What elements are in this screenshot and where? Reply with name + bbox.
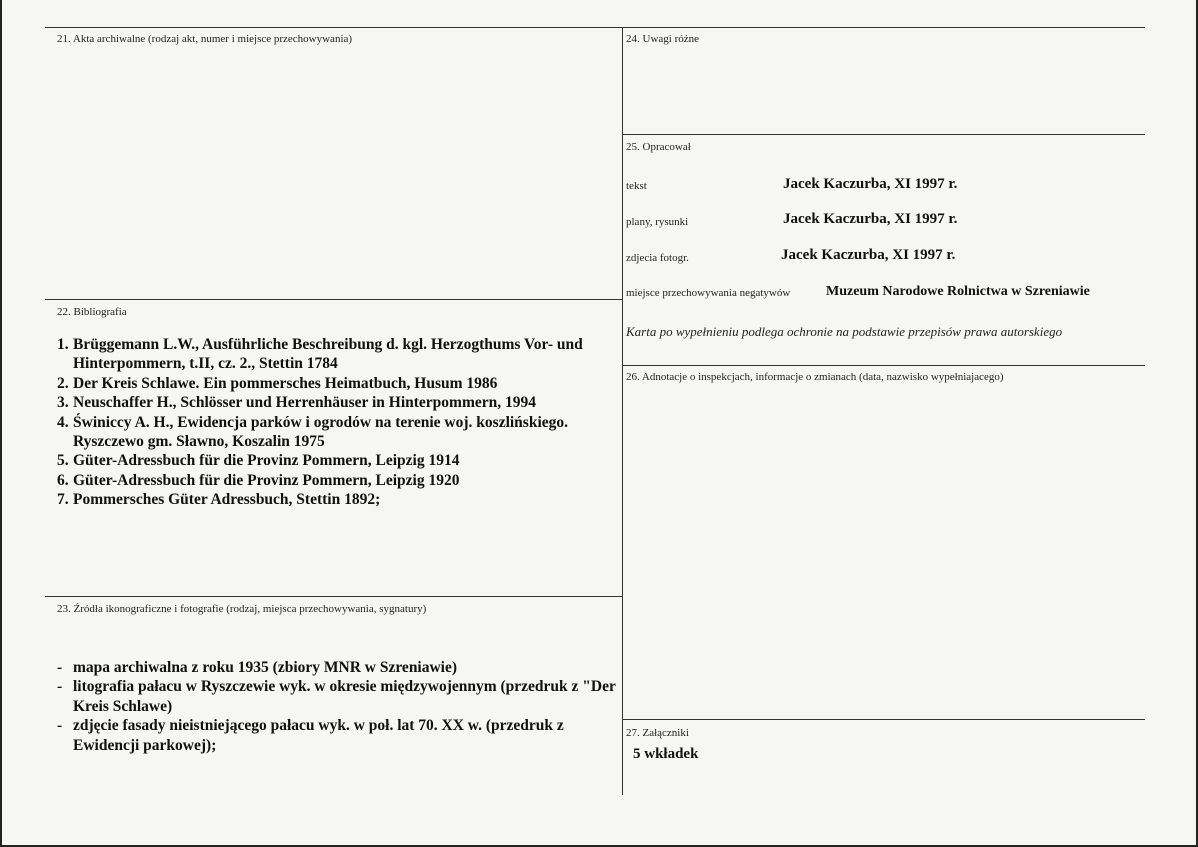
negatives-value: Muzeum Narodowe Rolnictwa w Szreniawie: [826, 284, 1090, 299]
list-item: 1. Brüggemann L.W., Ausführliche Beschreibung d. kgl. Herzogthums Vor- und Hinterpommern, t.II, cz. 2., Stettin 1784: [57, 336, 583, 373]
rule-25-top: [622, 134, 1145, 135]
list-item: 3. Neuschaffer H., Schlösser und Herrenhäuser in Hinterpommern, 1994: [57, 394, 536, 412]
rule-23-top: [45, 596, 623, 597]
section-25-label: 25. Opracował: [626, 141, 691, 153]
row-key-tekst: tekst: [626, 180, 647, 192]
list-item: 2. Der Kreis Schlawe. Ein pommersches Heimatbuch, Husum 1986: [57, 374, 498, 392]
list-item: - mapa archiwalna z roku 1935 (zbiory MNR w Szreniawie): [57, 659, 458, 676]
section-22-label: 22. Bibliografia: [57, 306, 127, 318]
list-item: 7. Pommersches Güter Adressbuch, Stettin 1892;: [57, 491, 381, 509]
section-21-label: 21. Akta archiwalne (rodzaj akt, numer i miejsce przechowywania): [57, 33, 353, 45]
negatives-key: miejsce przechowywania negatywów: [626, 287, 791, 299]
list-item: - zdjęcie fasady nieistniejącego pałacu wyk. w poł. lat 70. XX w. (przedruk z Ewidencji parkowej);: [57, 717, 564, 754]
list-item: - litografia pałacu w Ryszczewie wyk. w okresie międzywojennym (przedruk z "Der Kreis Schlawe): [57, 678, 616, 715]
row-value-tekst: Jacek Kaczurba, XI 1997 r.: [783, 176, 958, 192]
rule-26-top: [622, 365, 1145, 366]
attachments-value: 5 wkładek: [633, 746, 699, 762]
list-item: 4. Świniccy A. H., Ewidencja parków i ogrodów na terenie woj. koszlińskiego. Ryszczewo gm. Sławno, Koszalin 1975: [57, 413, 569, 451]
copyright-note: Karta po wypełnieniu podlega ochronie na podstawie przepisów prawa autorskiego: [626, 324, 1063, 339]
top-rule: [45, 27, 1145, 28]
rule-27-top: [622, 719, 1145, 720]
row-value-zdjecia: Jacek Kaczurba, XI 1997 r.: [781, 247, 956, 263]
section-24-label: 24. Uwagi różne: [626, 33, 700, 45]
bibliography-list: [57, 335, 617, 510]
list-item: 6. Güter-Adressbuch für die Provinz Pommern, Leipzig 1920: [57, 471, 460, 489]
row-key-zdjecia: zdjecia fotogr.: [626, 252, 689, 264]
section-27-label: 27. Załączniki: [626, 727, 689, 739]
list-item: 5. Güter-Adressbuch für die Provinz Pommern, Leipzig 1914: [57, 452, 460, 470]
page-left-edge: [0, 0, 2, 847]
center-divider: [622, 27, 623, 795]
iconography-list: [57, 658, 617, 755]
row-key-plany: plany, rysunki: [626, 216, 689, 228]
row-value-plany: Jacek Kaczurba, XI 1997 r.: [783, 211, 958, 227]
section-23-label: 23. Źródła ikonograficzne i fotografie (rodzaj, miejsca przechowywania, sygnatury): [57, 603, 427, 615]
section-26-label: 26. Adnotacje o inspekcjach, informacje o zmianach (data, nazwisko wypełniajacego): [626, 371, 1004, 383]
rule-22-top: [45, 299, 623, 300]
